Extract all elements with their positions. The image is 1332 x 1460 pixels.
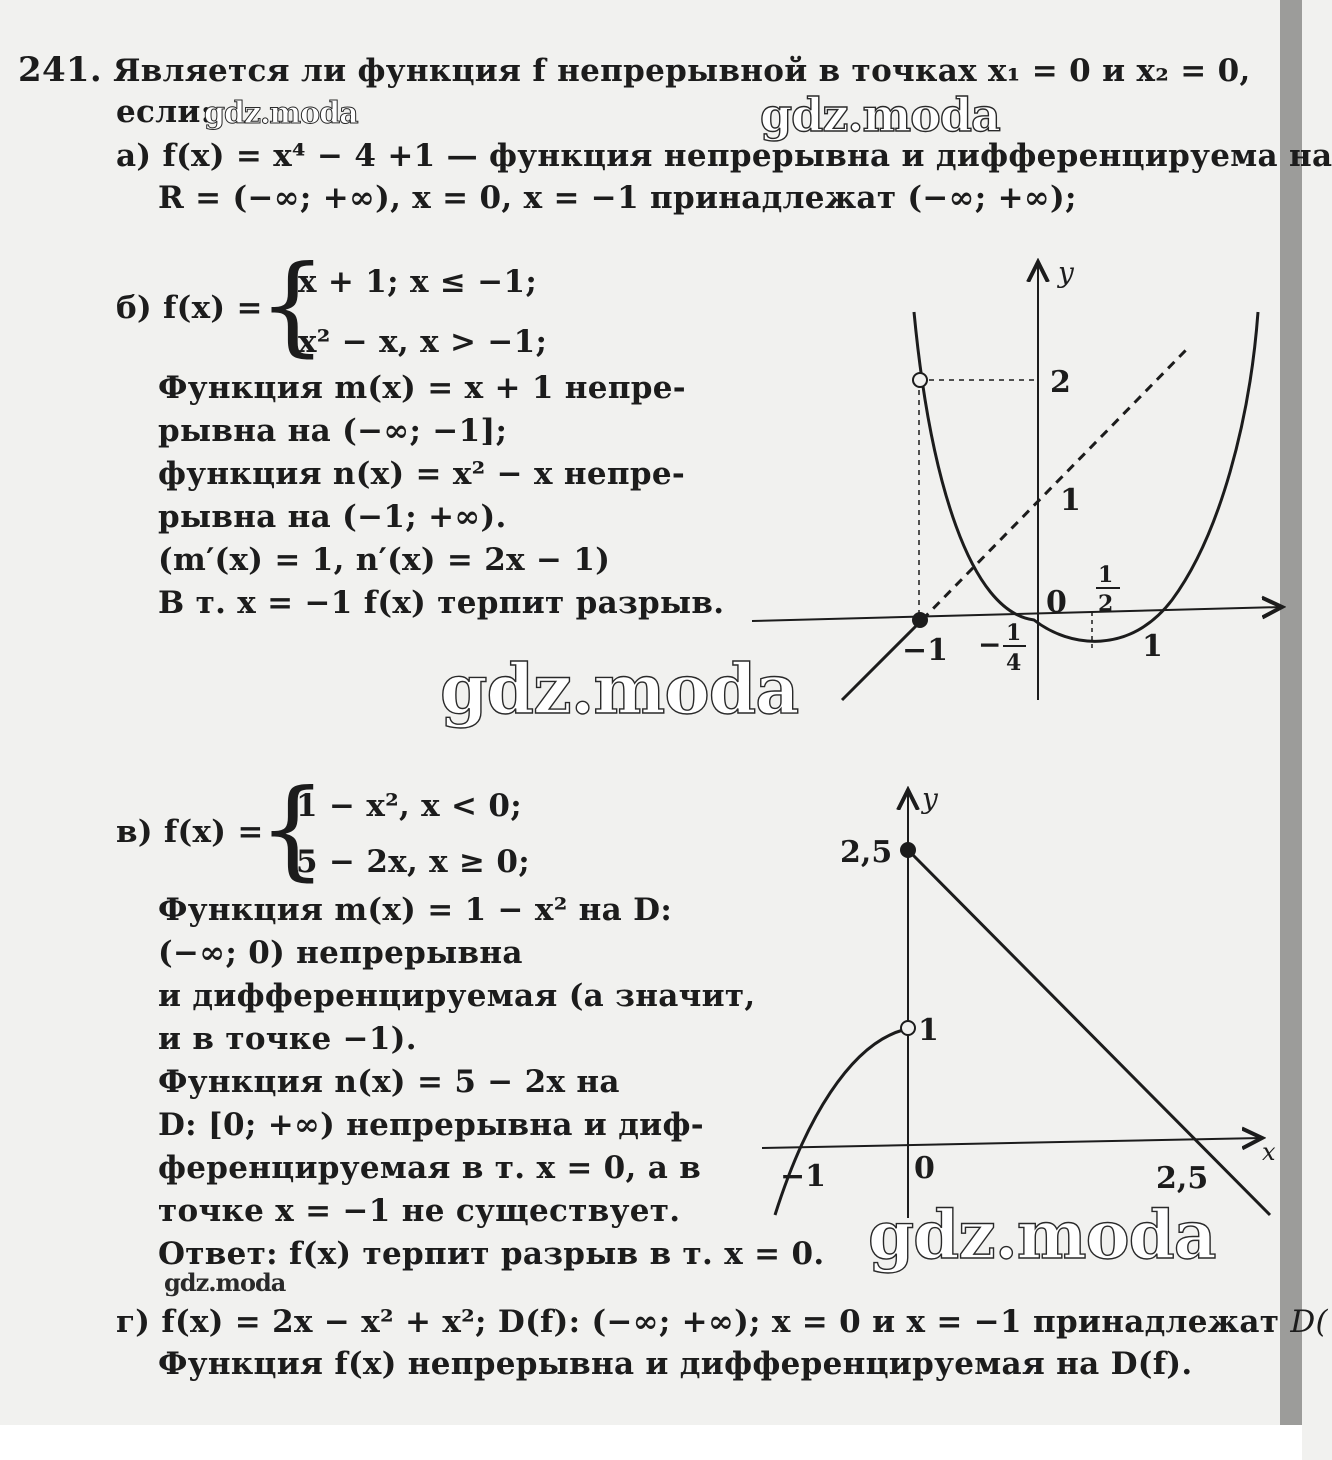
label-1: 1 xyxy=(1060,483,1081,518)
part-b-text-line4: рывна на (−1; +∞). xyxy=(158,499,507,535)
label-quarter-den: 4 xyxy=(1006,650,1022,676)
label-origin: 0 xyxy=(914,1151,935,1186)
part-v-text-line1: Функция m(x) = 1 − x² на D: xyxy=(158,892,673,928)
part-b-text-line3: функция n(x) = x² − x непре- xyxy=(158,456,686,492)
part-v-graph xyxy=(750,780,1280,1230)
part-b-case1: x + 1; x ≤ −1; xyxy=(298,264,538,300)
label-1: 1 xyxy=(918,1013,939,1048)
part-b-text-line6: В т. x = −1 f(x) терпит разрыв. xyxy=(158,585,725,621)
part-g-line2: Функция f(x) непрерывна и дифференцируемая на D(f). xyxy=(158,1346,1193,1382)
watermark-bottom-right: gdz.moda xyxy=(868,1196,1216,1274)
part-v-case2: 5 − 2x, x ≥ 0; xyxy=(296,844,531,880)
part-v-label: в) f(x) = xyxy=(116,814,264,850)
part-g-line1-text: г) f(x) = 2x − x² + x²; D(f): (−∞; +∞); x = 0 и x = −1 принадлежат xyxy=(116,1304,1280,1340)
label-minus-quarter-sign: − xyxy=(978,628,1002,661)
part-a-line2: R = (−∞; +∞), x = 0, x = −1 принадлежат (−∞; +∞); xyxy=(158,180,1077,216)
watermark-top-right: gdz.moda xyxy=(760,88,1000,142)
part-b-text-line5: (m′(x) = 1, n′(x) = 2x − 1) xyxy=(158,542,611,578)
problem-number: 241. xyxy=(18,50,103,90)
y-axis-label: y xyxy=(922,782,938,815)
part-b-case2: x² − x, x > −1; xyxy=(298,324,548,360)
watermark-small-bottom: gdz.moda xyxy=(164,1268,286,1297)
part-v-text-line2: (−∞; 0) непрерывна xyxy=(158,935,523,971)
part-g-line1 xyxy=(116,1302,1328,1342)
part-v-text-line4: и в точке −1). xyxy=(158,1021,417,1057)
watermark-small-top: gdz.moda xyxy=(204,96,358,131)
problem-intro-line2: если: xyxy=(116,94,213,130)
filled-point xyxy=(912,612,928,628)
label-origin: 0 xyxy=(1046,585,1067,620)
label-2: 2 xyxy=(1050,365,1071,400)
part-g-line1-tail: D( xyxy=(1290,1304,1328,1340)
part-v-text-line3: и дифференцируемая (а значит, xyxy=(158,978,756,1014)
part-v-brace: { xyxy=(258,767,327,892)
part-b-brace: { xyxy=(258,243,327,368)
x-axis xyxy=(762,1138,1262,1148)
label-2-5-y: 2,5 xyxy=(840,835,893,870)
page-edge-shadow xyxy=(1280,0,1302,1425)
part-v-text-line5: Функция n(x) = 5 − 2x на xyxy=(158,1064,620,1100)
page-bottom-margin xyxy=(0,1425,1302,1460)
part-b-text-line2: рывна на (−∞; −1]; xyxy=(158,413,508,449)
part-a-line1: а) f(x) = x⁴ − 4 +1 — функция непрерывна и дифференцируема на xyxy=(116,138,1332,174)
filled-point xyxy=(900,842,916,858)
label-minus-1: −1 xyxy=(780,1159,827,1194)
label-half-den: 2 xyxy=(1098,591,1114,617)
part-b-label: б) f(x) = xyxy=(116,290,263,326)
watermark-middle: gdz.moda xyxy=(440,650,799,730)
open-point xyxy=(901,1021,915,1035)
label-half-num: 1 xyxy=(1098,562,1114,588)
label-minus-1: −1 xyxy=(902,633,949,668)
parabola-curve xyxy=(914,312,1258,641)
part-v-text-line7: ференцируемая в т. x = 0, а в xyxy=(158,1150,702,1186)
part-v-text-line6: D: [0; +∞) непрерывна и диф- xyxy=(158,1107,704,1143)
open-point xyxy=(913,373,927,387)
part-b-graph xyxy=(740,250,1290,710)
problem-intro-line1: Является ли функция f непрерывной в точках x₁ = 0 и x₂ = 0, xyxy=(113,53,1251,89)
x-axis-label: x xyxy=(1262,1138,1276,1166)
label-x-1: 1 xyxy=(1142,629,1163,664)
part-v-text-line8: точке x = −1 не существует. xyxy=(158,1193,681,1229)
part-v-answer-line: Ответ: f(x) терпит разрыв в т. x = 0. xyxy=(158,1236,825,1272)
label-2-5-x: 2,5 xyxy=(1156,1161,1209,1196)
line-5-minus-2x xyxy=(908,850,1270,1215)
problem-heading xyxy=(18,50,1251,91)
label-quarter-num: 1 xyxy=(1006,620,1022,646)
y-axis-label: y xyxy=(1058,256,1074,289)
part-v-case1: 1 − x², x < 0; xyxy=(296,788,523,824)
part-b-text-line1: Функция m(x) = x + 1 непре- xyxy=(158,370,686,406)
